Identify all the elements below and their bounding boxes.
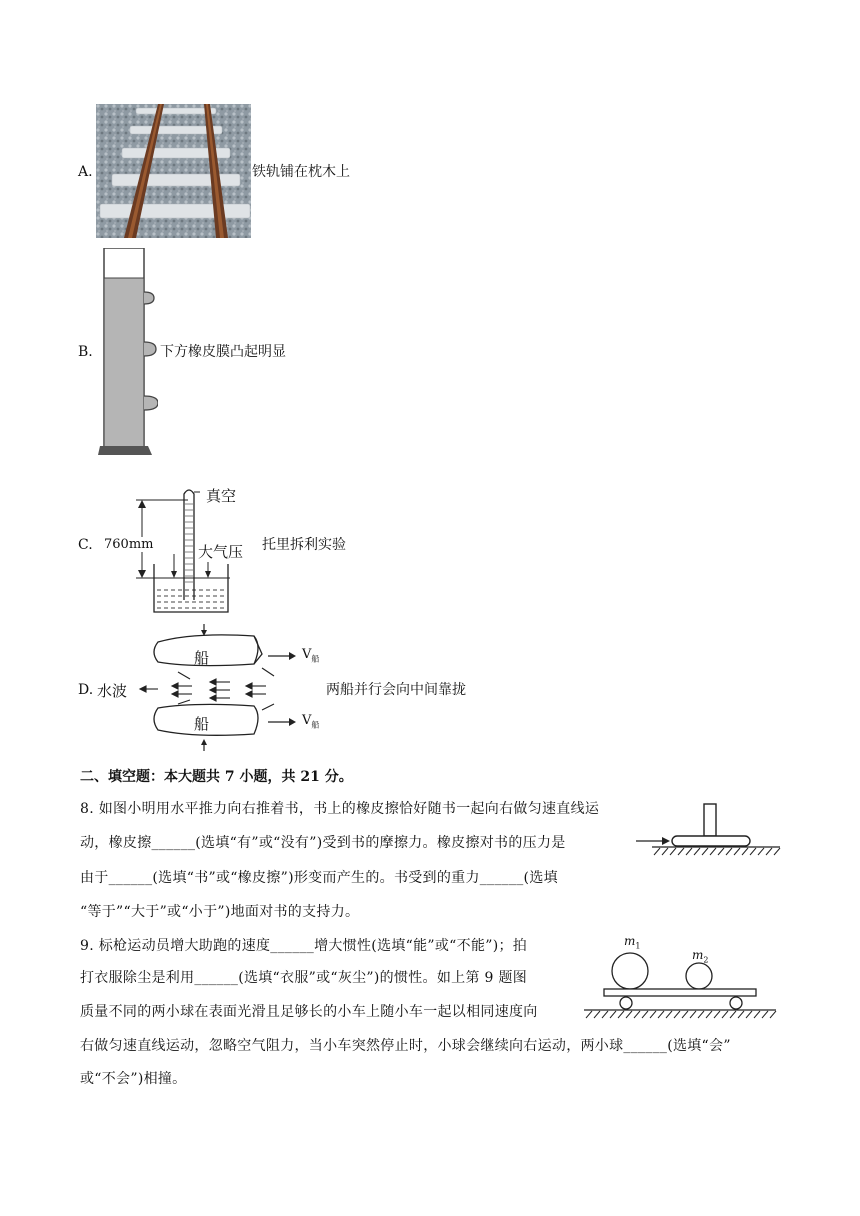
cart-balls-diagram xyxy=(580,930,780,1022)
height-label: 760mm xyxy=(104,537,154,552)
section-title: 二、填空题：本大题共 7 小题，共 21 分。 xyxy=(80,769,353,785)
q9-line-2: 打衣服除尘是利用______(选填“衣服”或“灰尘”)的惯性。如上第 9 题图 xyxy=(80,970,528,986)
two-boats-diagram xyxy=(134,624,334,752)
vacuum-label: 真空 xyxy=(206,487,237,505)
q8-line-2: 动，橡皮擦______(选填“有”或“没有”)受到书的摩擦力。橡皮擦对书的压力是 xyxy=(80,835,566,851)
boat-label-bottom: 船 xyxy=(194,715,210,733)
q9-line-5: 或“不会”)相撞。 xyxy=(80,1071,187,1087)
q9-line-1: 9. 标枪运动员增大助跑的速度______增大惯性(选填“能”或“不能”)；拍 xyxy=(80,938,528,954)
q9-line-3: 质量不同的两小球在表面光滑且足够长的小车上随小车一起以相同速度向 xyxy=(80,1004,538,1020)
option-b-caption: 下方橡皮膜凸起明显 xyxy=(160,344,286,360)
boat-speed-label-top: $V_船$ xyxy=(302,647,320,664)
water-wave-label: 水波 xyxy=(97,682,128,700)
book-eraser-diagram xyxy=(632,800,784,860)
boat-speed-label-bottom: $V_船$ xyxy=(302,713,320,730)
ball-m1-label: $m_1$ xyxy=(624,934,641,951)
q8-line-1: 8. 如图小明用水平推力向右推着书，书上的橡皮擦恰好随书一起向右做匀速直线运 xyxy=(80,801,600,817)
option-c-caption: 托里拆利实验 xyxy=(262,537,346,553)
q8-line-3: 由于______(选填“书”或“橡皮擦”)形变而产生的。书受到的重力______(选填 xyxy=(80,870,558,886)
option-d-letter: D. xyxy=(78,682,94,698)
option-d-caption: 两船并行会向中间靠拢 xyxy=(326,682,466,698)
option-a-caption: 铁轨铺在枕木上 xyxy=(252,164,350,180)
ball-m2-label: $m_2$ xyxy=(692,948,709,965)
water-column-container xyxy=(96,248,158,458)
q8-line-4: “等于”“大于”或“小于”)地面对书的支持力。 xyxy=(80,904,360,920)
option-a-letter: A. xyxy=(78,164,93,180)
option-b-letter: B. xyxy=(78,344,93,360)
q9-line-4: 右做匀速直线运动，忽略空气阻力，当小车突然停止时，小球会继续向右运动，两小球______(选填“会” xyxy=(80,1038,731,1054)
railway-track-photo xyxy=(96,104,251,238)
atmospheric-pressure-label: 大气压 xyxy=(198,543,244,561)
option-c-letter: C. xyxy=(78,537,93,553)
boat-label-top: 船 xyxy=(194,649,210,667)
